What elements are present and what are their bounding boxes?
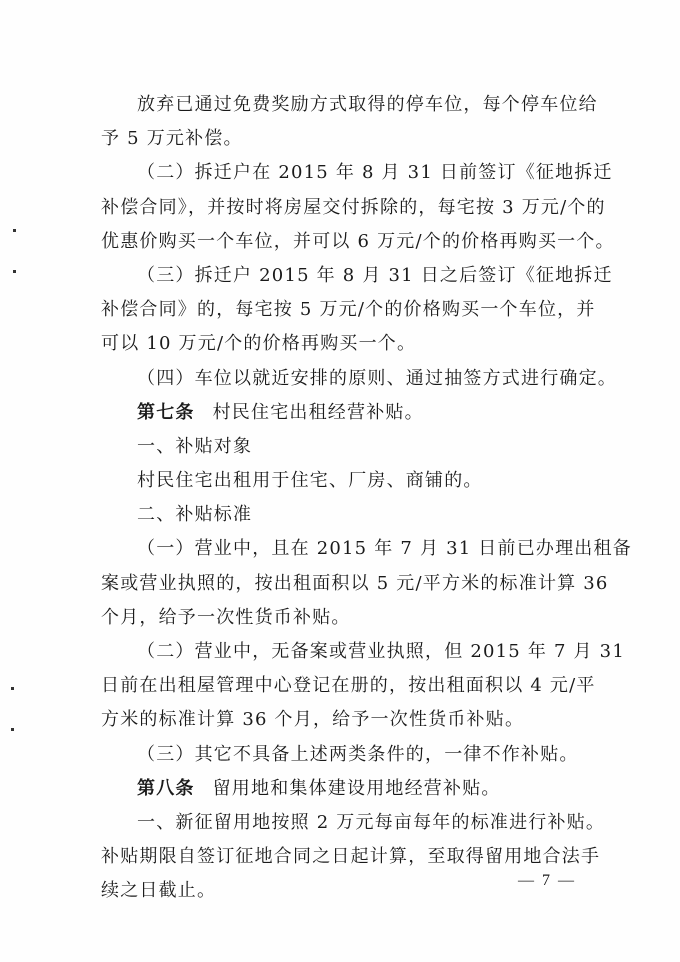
paragraph-line	[101, 430, 584, 464]
article-heading-line	[101, 396, 584, 430]
line-text: 补偿合同》的，每宅按 5 万元/个的价格购买一个车位，并	[101, 299, 596, 321]
line-text: 补贴期限自签订征地合同之日起计算，至取得留用地合法手	[101, 846, 601, 868]
article-number: 第八条	[137, 777, 195, 799]
binding-hole-mark	[13, 270, 16, 273]
line-text: 留用地和集体建设用地经营补贴。	[212, 777, 501, 799]
line-text: 村民住宅出租经营补贴。	[212, 401, 424, 423]
article-heading-line	[101, 772, 584, 806]
paragraph-line	[101, 840, 601, 874]
line-text: 日前在出租屋管理中心登记在册的，按出租面积以 4 元/平	[101, 675, 596, 697]
line-text: 可以 10 万元/个的价格再购买一个。	[101, 333, 417, 355]
line-text: （一）营业中，且在 2015 年 7 月 31 日前已办理出租备	[137, 538, 632, 560]
paragraph-line	[101, 635, 625, 669]
paragraph-line	[101, 225, 615, 259]
binding-hole-mark	[13, 229, 16, 232]
paragraph-line	[101, 806, 606, 840]
binding-hole-mark	[11, 728, 14, 731]
line-text: 方米的标准计算 36 个月，给予一次性货币补贴。	[101, 709, 525, 731]
paragraph-line	[101, 738, 584, 772]
document-body	[101, 88, 632, 909]
page-number: — 7 —	[518, 872, 576, 889]
line-text: 补偿合同》，并按时将房屋交付拆除的，每宅按 3 万元/个的	[101, 196, 606, 218]
line-text: 村民住宅出租用于住宅、厂房、商铺的。	[137, 470, 483, 492]
line-text: （四）车位以就近安排的原则、通过抽签方式进行确定。	[137, 367, 617, 389]
line-text: 个月，给予一次性货币补贴。	[101, 606, 351, 628]
line-text: 予 5 万元补偿。	[101, 128, 243, 150]
paragraph-line	[101, 498, 584, 532]
line-text: （三）拆迁户 2015 年 8 月 31 日之后签订《征地拆迁	[137, 264, 613, 286]
line-text: （三）其它不具备上述两类条件的，一律不作补贴。	[137, 743, 579, 765]
line-text: 续之日截止。	[101, 880, 217, 902]
paragraph-line	[101, 532, 632, 566]
paragraph-line	[101, 703, 584, 737]
paragraph-line	[101, 259, 613, 293]
line-text: 一、补贴对象	[137, 435, 253, 457]
paragraph-line	[101, 156, 613, 190]
paragraph-line	[101, 327, 584, 361]
line-text: 优惠价购买一个车位，并可以 6 万元/个的价格再购买一个。	[101, 230, 615, 252]
line-text: 二、补贴标准	[137, 504, 253, 526]
paragraph-line	[101, 88, 598, 122]
paragraph-line	[101, 122, 584, 156]
paragraph-line	[101, 567, 609, 601]
paragraph-line	[101, 669, 596, 703]
line-text: 一、新征留用地按照 2 万元每亩每年的标准进行补贴。	[137, 811, 606, 833]
paragraph-line	[101, 874, 584, 908]
paragraph-line	[101, 293, 596, 327]
article-number: 第七条	[137, 401, 195, 423]
paragraph-line	[101, 601, 584, 635]
binding-hole-mark	[11, 687, 14, 690]
line-text: 案或营业执照的，按出租面积以 5 元/平方米的标准计算 36	[101, 572, 609, 594]
line-text: （二）营业中，无备案或营业执照，但 2015 年 7 月 31	[137, 641, 625, 662]
line-text: 放弃已通过免费奖励方式取得的停车位，每个停车位给	[137, 94, 598, 115]
line-text: （二）拆迁户在 2015 年 8 月 31 日前签订《征地拆迁	[137, 162, 613, 184]
paragraph-line	[101, 362, 617, 396]
paragraph-line	[101, 191, 606, 225]
paragraph-line	[101, 464, 584, 498]
